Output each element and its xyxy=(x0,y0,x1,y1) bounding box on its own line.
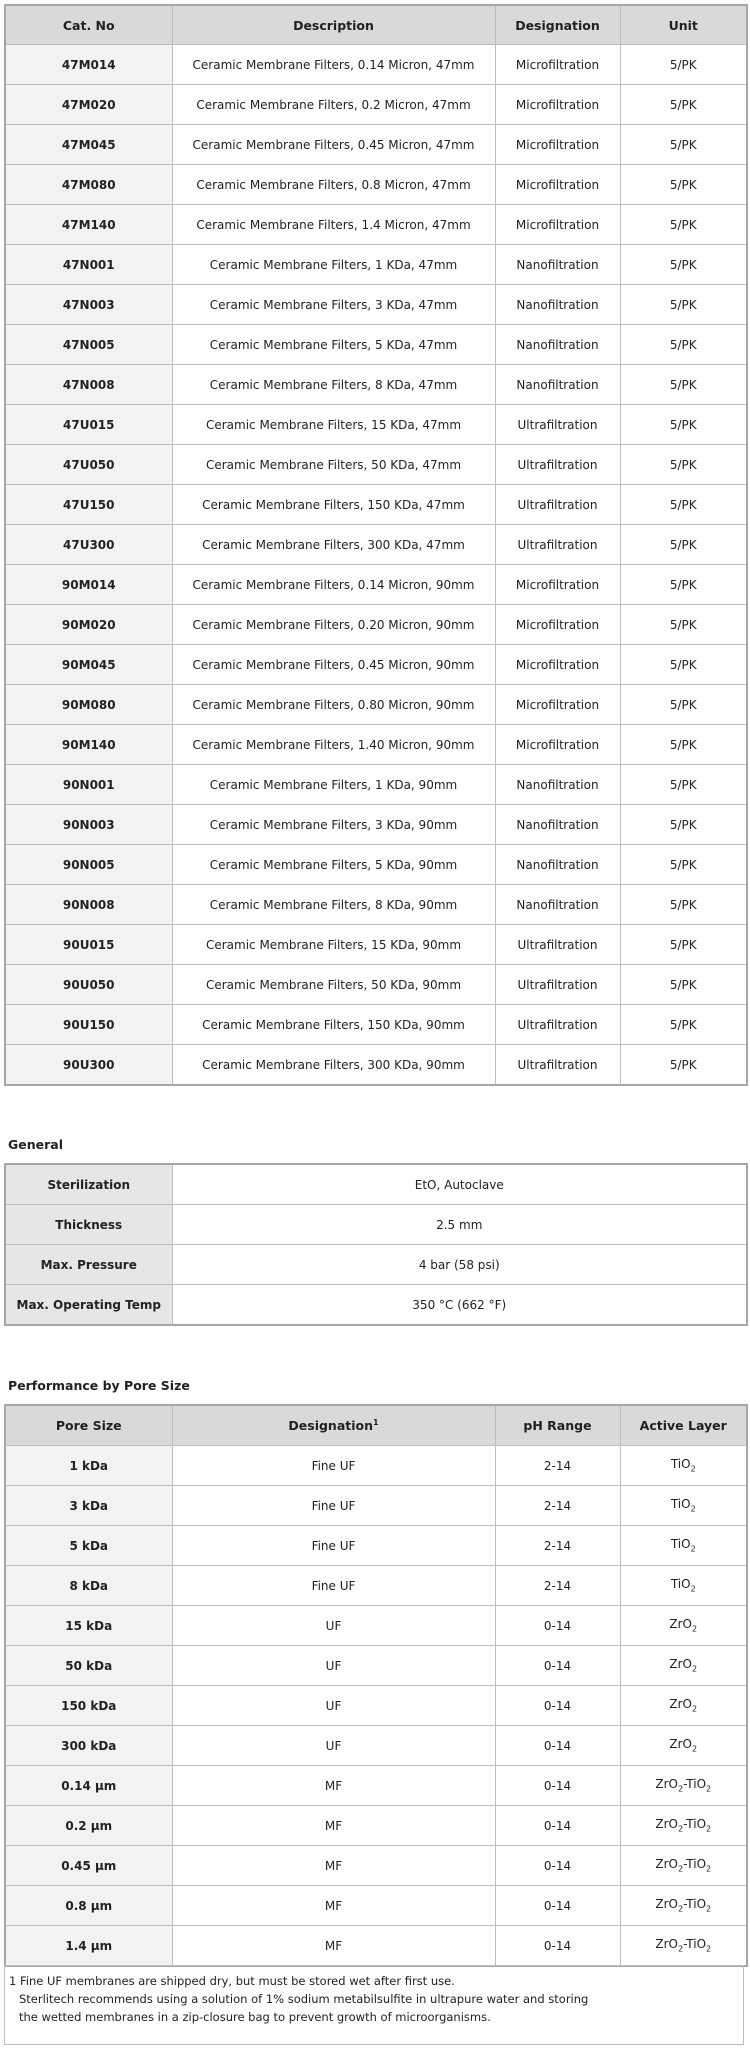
performance-cell-designation: MF xyxy=(172,1926,495,1967)
catalog-cell-unit: 5/PK xyxy=(620,405,747,445)
catalog-cell-designation: Microfiltration xyxy=(495,605,620,645)
catalog-cell-description: Ceramic Membrane Filters, 0.45 Micron, 47mm xyxy=(172,125,495,165)
table-row xyxy=(5,85,747,125)
catalog-cell-designation: Microfiltration xyxy=(495,725,620,765)
catalog-cell-designation: Nanofiltration xyxy=(495,845,620,885)
catalog-cell-cat-no: 47M014 xyxy=(5,45,172,85)
catalog-header-designation: Designation xyxy=(495,5,620,45)
catalog-cell-cat-no: 47U150 xyxy=(5,485,172,525)
catalog-cell-unit: 5/PK xyxy=(620,245,747,285)
table-row xyxy=(5,45,747,85)
performance-cell-ph-range: 0-14 xyxy=(495,1886,620,1926)
catalog-cell-unit: 5/PK xyxy=(620,965,747,1005)
general-section-title: General xyxy=(8,1137,63,1152)
catalog-cell-description: Ceramic Membrane Filters, 1.40 Micron, 90mm xyxy=(172,725,495,765)
performance-cell-pore-size: 300 kDa xyxy=(5,1726,172,1766)
catalog-cell-description: Ceramic Membrane Filters, 50 KDa, 90mm xyxy=(172,965,495,1005)
catalog-cell-designation: Microfiltration xyxy=(495,205,620,245)
performance-header-row xyxy=(5,1405,747,1446)
catalog-cell-cat-no: 90U015 xyxy=(5,925,172,965)
catalog-cell-unit: 5/PK xyxy=(620,845,747,885)
performance-cell-designation: UF xyxy=(172,1686,495,1726)
catalog-cell-cat-no: 90M080 xyxy=(5,685,172,725)
table-row xyxy=(5,1245,747,1285)
table-row xyxy=(5,1766,747,1806)
catalog-cell-designation: Microfiltration xyxy=(495,165,620,205)
catalog-cell-unit: 5/PK xyxy=(620,925,747,965)
table-row xyxy=(5,205,747,245)
performance-cell-ph-range: 0-14 xyxy=(495,1726,620,1766)
performance-cell-designation: MF xyxy=(172,1766,495,1806)
performance-cell-ph-range: 2-14 xyxy=(495,1566,620,1606)
catalog-cell-unit: 5/PK xyxy=(620,285,747,325)
catalog-cell-cat-no: 47N001 xyxy=(5,245,172,285)
performance-cell-pore-size: 3 kDa xyxy=(5,1486,172,1526)
catalog-cell-description: Ceramic Membrane Filters, 0.8 Micron, 47mm xyxy=(172,165,495,205)
general-spec-value: 4 bar (58 psi) xyxy=(172,1245,747,1285)
catalog-header-row xyxy=(5,5,747,45)
catalog-cell-designation: Microfiltration xyxy=(495,645,620,685)
performance-cell-active-layer: TiO$_2$ xyxy=(620,1566,747,1606)
table-row xyxy=(5,1606,747,1646)
table-row xyxy=(5,1526,747,1566)
performance-cell-active-layer: ZrO$_2$ xyxy=(620,1606,747,1646)
catalog-cell-cat-no: 90U050 xyxy=(5,965,172,1005)
catalog-cell-cat-no: 90U300 xyxy=(5,1045,172,1086)
catalog-cell-designation: Microfiltration xyxy=(495,125,620,165)
performance-cell-designation: MF xyxy=(172,1886,495,1926)
performance-cell-pore-size: 1 kDa xyxy=(5,1446,172,1486)
catalog-cell-designation: Ultrafiltration xyxy=(495,485,620,525)
table-row xyxy=(5,1045,747,1086)
general-spec-label: Max. Pressure xyxy=(5,1245,172,1285)
performance-cell-designation: Fine UF xyxy=(172,1566,495,1606)
catalog-cell-cat-no: 90N003 xyxy=(5,805,172,845)
catalog-cell-cat-no: 90N008 xyxy=(5,885,172,925)
catalog-cell-unit: 5/PK xyxy=(620,685,747,725)
table-row xyxy=(5,965,747,1005)
performance-cell-ph-range: 2-14 xyxy=(495,1526,620,1566)
catalog-cell-unit: 5/PK xyxy=(620,805,747,845)
table-row xyxy=(5,1005,747,1045)
catalog-cell-description: Ceramic Membrane Filters, 150 KDa, 47mm xyxy=(172,485,495,525)
catalog-table xyxy=(4,4,748,1086)
performance-cell-active-layer: TiO$_2$ xyxy=(620,1486,747,1526)
performance-cell-active-layer: TiO$_2$ xyxy=(620,1526,747,1566)
table-row xyxy=(5,605,747,645)
catalog-cell-unit: 5/PK xyxy=(620,205,747,245)
footnote xyxy=(4,1965,744,2045)
catalog-cell-unit: 5/PK xyxy=(620,1045,747,1086)
catalog-cell-designation: Ultrafiltration xyxy=(495,1005,620,1045)
table-row xyxy=(5,165,747,205)
catalog-cell-unit: 5/PK xyxy=(620,125,747,165)
table-row xyxy=(5,1846,747,1886)
table-row xyxy=(5,1446,747,1486)
performance-cell-active-layer: ZrO$_2$-TiO$_2$ xyxy=(620,1926,747,1967)
performance-cell-active-layer: ZrO$_2$-TiO$_2$ xyxy=(620,1806,747,1846)
catalog-header-cat-no: Cat. No xyxy=(5,5,172,45)
catalog-cell-designation: Nanofiltration xyxy=(495,885,620,925)
table-row xyxy=(5,1726,747,1766)
catalog-cell-unit: 5/PK xyxy=(620,485,747,525)
catalog-cell-cat-no: 47U050 xyxy=(5,445,172,485)
catalog-cell-designation: Nanofiltration xyxy=(495,325,620,365)
catalog-cell-cat-no: 90M020 xyxy=(5,605,172,645)
catalog-cell-unit: 5/PK xyxy=(620,445,747,485)
table-row xyxy=(5,645,747,685)
catalog-cell-description: Ceramic Membrane Filters, 3 KDa, 47mm xyxy=(172,285,495,325)
catalog-header-unit: Unit xyxy=(620,5,747,45)
table-row xyxy=(5,1686,747,1726)
table-row xyxy=(5,1806,747,1846)
catalog-cell-cat-no: 90M140 xyxy=(5,725,172,765)
catalog-cell-cat-no: 47N008 xyxy=(5,365,172,405)
footnote-line-3: the wetted membranes in a zip-closure bag to prevent growth of microorganisms. xyxy=(19,2010,491,2024)
performance-cell-active-layer: ZrO$_2$-TiO$_2$ xyxy=(620,1766,747,1806)
catalog-cell-description: Ceramic Membrane Filters, 0.20 Micron, 90mm xyxy=(172,605,495,645)
catalog-cell-unit: 5/PK xyxy=(620,565,747,605)
table-row xyxy=(5,1164,747,1205)
performance-cell-designation: UF xyxy=(172,1646,495,1686)
performance-cell-pore-size: 0.14 µm xyxy=(5,1766,172,1806)
performance-cell-ph-range: 2-14 xyxy=(495,1486,620,1526)
catalog-cell-unit: 5/PK xyxy=(620,1005,747,1045)
general-spec-value: EtO, Autoclave xyxy=(172,1164,747,1205)
catalog-cell-cat-no: 47U300 xyxy=(5,525,172,565)
table-row xyxy=(5,245,747,285)
performance-cell-designation: MF xyxy=(172,1806,495,1846)
catalog-cell-unit: 5/PK xyxy=(620,645,747,685)
catalog-cell-designation: Ultrafiltration xyxy=(495,525,620,565)
catalog-cell-description: Ceramic Membrane Filters, 5 KDa, 90mm xyxy=(172,845,495,885)
catalog-cell-cat-no: 90M014 xyxy=(5,565,172,605)
footnote-mark: 1 xyxy=(373,1417,379,1427)
table-row xyxy=(5,485,747,525)
table-row xyxy=(5,525,747,565)
table-row xyxy=(5,1486,747,1526)
catalog-cell-designation: Nanofiltration xyxy=(495,365,620,405)
table-row xyxy=(5,725,747,765)
catalog-cell-cat-no: 90M045 xyxy=(5,645,172,685)
catalog-cell-description: Ceramic Membrane Filters, 8 KDa, 90mm xyxy=(172,885,495,925)
table-row xyxy=(5,685,747,725)
catalog-cell-cat-no: 90N005 xyxy=(5,845,172,885)
catalog-cell-description: Ceramic Membrane Filters, 50 KDa, 47mm xyxy=(172,445,495,485)
performance-cell-designation: UF xyxy=(172,1726,495,1766)
performance-cell-pore-size: 5 kDa xyxy=(5,1526,172,1566)
table-row xyxy=(5,405,747,445)
performance-cell-pore-size: 8 kDa xyxy=(5,1566,172,1606)
table-row xyxy=(5,365,747,405)
catalog-cell-designation: Ultrafiltration xyxy=(495,965,620,1005)
table-row xyxy=(5,1205,747,1245)
performance-cell-designation: Fine UF xyxy=(172,1446,495,1486)
catalog-cell-cat-no: 90N001 xyxy=(5,765,172,805)
catalog-cell-cat-no: 47M020 xyxy=(5,85,172,125)
designation-header-label: Designation xyxy=(288,1418,374,1434)
general-spec-label: Sterilization xyxy=(5,1164,172,1205)
performance-cell-designation: Fine UF xyxy=(172,1486,495,1526)
catalog-cell-description: Ceramic Membrane Filters, 15 KDa, 90mm xyxy=(172,925,495,965)
table-row xyxy=(5,285,747,325)
catalog-header-description: Description xyxy=(172,5,495,45)
performance-cell-pore-size: 0.45 µm xyxy=(5,1846,172,1886)
performance-cell-pore-size: 15 kDa xyxy=(5,1606,172,1646)
catalog-cell-unit: 5/PK xyxy=(620,725,747,765)
table-row xyxy=(5,925,747,965)
table-row xyxy=(5,1886,747,1926)
performance-cell-ph-range: 0-14 xyxy=(495,1766,620,1806)
catalog-cell-unit: 5/PK xyxy=(620,525,747,565)
performance-cell-active-layer: ZrO$_2$ xyxy=(620,1646,747,1686)
catalog-cell-designation: Nanofiltration xyxy=(495,805,620,845)
catalog-cell-description: Ceramic Membrane Filters, 300 KDa, 90mm xyxy=(172,1045,495,1086)
catalog-cell-cat-no: 47U015 xyxy=(5,405,172,445)
catalog-cell-description: Ceramic Membrane Filters, 3 KDa, 90mm xyxy=(172,805,495,845)
performance-table xyxy=(4,1404,748,1967)
catalog-cell-unit: 5/PK xyxy=(620,365,747,405)
catalog-cell-description: Ceramic Membrane Filters, 0.80 Micron, 90mm xyxy=(172,685,495,725)
catalog-cell-unit: 5/PK xyxy=(620,325,747,365)
table-row xyxy=(5,125,747,165)
catalog-cell-description: Ceramic Membrane Filters, 1 KDa, 47mm xyxy=(172,245,495,285)
table-row xyxy=(5,1646,747,1686)
catalog-cell-description: Ceramic Membrane Filters, 0.45 Micron, 90mm xyxy=(172,645,495,685)
table-row xyxy=(5,805,747,845)
table-row xyxy=(5,845,747,885)
catalog-cell-cat-no: 47M080 xyxy=(5,165,172,205)
catalog-cell-designation: Microfiltration xyxy=(495,565,620,605)
table-row xyxy=(5,1285,747,1326)
catalog-cell-cat-no: 90U150 xyxy=(5,1005,172,1045)
catalog-cell-description: Ceramic Membrane Filters, 0.14 Micron, 47mm xyxy=(172,45,495,85)
table-row xyxy=(5,445,747,485)
catalog-cell-unit: 5/PK xyxy=(620,165,747,205)
catalog-cell-designation: Nanofiltration xyxy=(495,285,620,325)
catalog-cell-description: Ceramic Membrane Filters, 8 KDa, 47mm xyxy=(172,365,495,405)
performance-cell-ph-range: 0-14 xyxy=(495,1806,620,1846)
catalog-cell-designation: Ultrafiltration xyxy=(495,1045,620,1086)
catalog-cell-designation: Nanofiltration xyxy=(495,765,620,805)
table-row xyxy=(5,1926,747,1967)
catalog-cell-description: Ceramic Membrane Filters, 15 KDa, 47mm xyxy=(172,405,495,445)
performance-cell-active-layer: ZrO$_2$ xyxy=(620,1686,747,1726)
general-spec-label: Max. Operating Temp xyxy=(5,1285,172,1326)
general-spec-value: 350 °C (662 °F) xyxy=(172,1285,747,1326)
performance-cell-active-layer: ZrO$_2$ xyxy=(620,1726,747,1766)
performance-cell-active-layer: TiO$_2$ xyxy=(620,1446,747,1486)
table-row xyxy=(5,565,747,605)
catalog-cell-cat-no: 47M140 xyxy=(5,205,172,245)
catalog-cell-designation: Microfiltration xyxy=(495,45,620,85)
table-row xyxy=(5,1566,747,1606)
catalog-cell-cat-no: 47N005 xyxy=(5,325,172,365)
performance-cell-ph-range: 0-14 xyxy=(495,1606,620,1646)
catalog-cell-designation: Microfiltration xyxy=(495,685,620,725)
catalog-cell-unit: 5/PK xyxy=(620,45,747,85)
performance-section-title: Performance by Pore Size xyxy=(8,1378,190,1393)
table-row xyxy=(5,325,747,365)
catalog-cell-description: Ceramic Membrane Filters, 1 KDa, 90mm xyxy=(172,765,495,805)
general-spec-label: Thickness xyxy=(5,1205,172,1245)
catalog-cell-designation: Ultrafiltration xyxy=(495,445,620,485)
catalog-cell-unit: 5/PK xyxy=(620,85,747,125)
performance-cell-designation: UF xyxy=(172,1606,495,1646)
catalog-cell-description: Ceramic Membrane Filters, 0.2 Micron, 47mm xyxy=(172,85,495,125)
catalog-cell-unit: 5/PK xyxy=(620,765,747,805)
general-spec-value: 2.5 mm xyxy=(172,1205,747,1245)
catalog-cell-designation: Nanofiltration xyxy=(495,245,620,285)
performance-cell-pore-size: 50 kDa xyxy=(5,1646,172,1686)
catalog-cell-cat-no: 47M045 xyxy=(5,125,172,165)
footnote-line-2: Sterlitech recommends using a solution of 1% sodium metabilsulfite in ultrapure water and storing xyxy=(19,1992,589,2006)
performance-cell-ph-range: 0-14 xyxy=(495,1686,620,1726)
performance-header-active-layer: Active Layer xyxy=(620,1405,747,1446)
performance-cell-active-layer: ZrO$_2$-TiO$_2$ xyxy=(620,1886,747,1926)
catalog-cell-designation: Ultrafiltration xyxy=(495,405,620,445)
catalog-cell-cat-no: 47N003 xyxy=(5,285,172,325)
catalog-cell-description: Ceramic Membrane Filters, 0.14 Micron, 90mm xyxy=(172,565,495,605)
performance-cell-pore-size: 0.2 µm xyxy=(5,1806,172,1846)
table-row xyxy=(5,885,747,925)
performance-cell-ph-range: 0-14 xyxy=(495,1646,620,1686)
catalog-cell-unit: 5/PK xyxy=(620,605,747,645)
performance-cell-active-layer: ZrO$_2$-TiO$_2$ xyxy=(620,1846,747,1886)
footnote-line-1: 1 Fine UF membranes are shipped dry, but must be stored wet after first use. xyxy=(9,1974,455,1988)
performance-header-designation xyxy=(172,1405,495,1446)
catalog-cell-description: Ceramic Membrane Filters, 1.4 Micron, 47mm xyxy=(172,205,495,245)
performance-cell-designation: MF xyxy=(172,1846,495,1886)
catalog-cell-description: Ceramic Membrane Filters, 150 KDa, 90mm xyxy=(172,1005,495,1045)
catalog-cell-designation: Microfiltration xyxy=(495,85,620,125)
performance-cell-ph-range: 2-14 xyxy=(495,1446,620,1486)
general-specs-table xyxy=(4,1163,748,1326)
catalog-cell-unit: 5/PK xyxy=(620,885,747,925)
performance-cell-designation: Fine UF xyxy=(172,1526,495,1566)
table-row xyxy=(5,765,747,805)
catalog-cell-description: Ceramic Membrane Filters, 5 KDa, 47mm xyxy=(172,325,495,365)
performance-cell-pore-size: 1.4 µm xyxy=(5,1926,172,1967)
performance-cell-ph-range: 0-14 xyxy=(495,1846,620,1886)
performance-cell-ph-range: 0-14 xyxy=(495,1926,620,1967)
performance-header-pore-size: Pore Size xyxy=(5,1405,172,1446)
catalog-cell-designation: Ultrafiltration xyxy=(495,925,620,965)
performance-header-ph-range: pH Range xyxy=(495,1405,620,1446)
catalog-cell-description: Ceramic Membrane Filters, 300 KDa, 47mm xyxy=(172,525,495,565)
performance-cell-pore-size: 150 kDa xyxy=(5,1686,172,1726)
performance-cell-pore-size: 0.8 µm xyxy=(5,1886,172,1926)
